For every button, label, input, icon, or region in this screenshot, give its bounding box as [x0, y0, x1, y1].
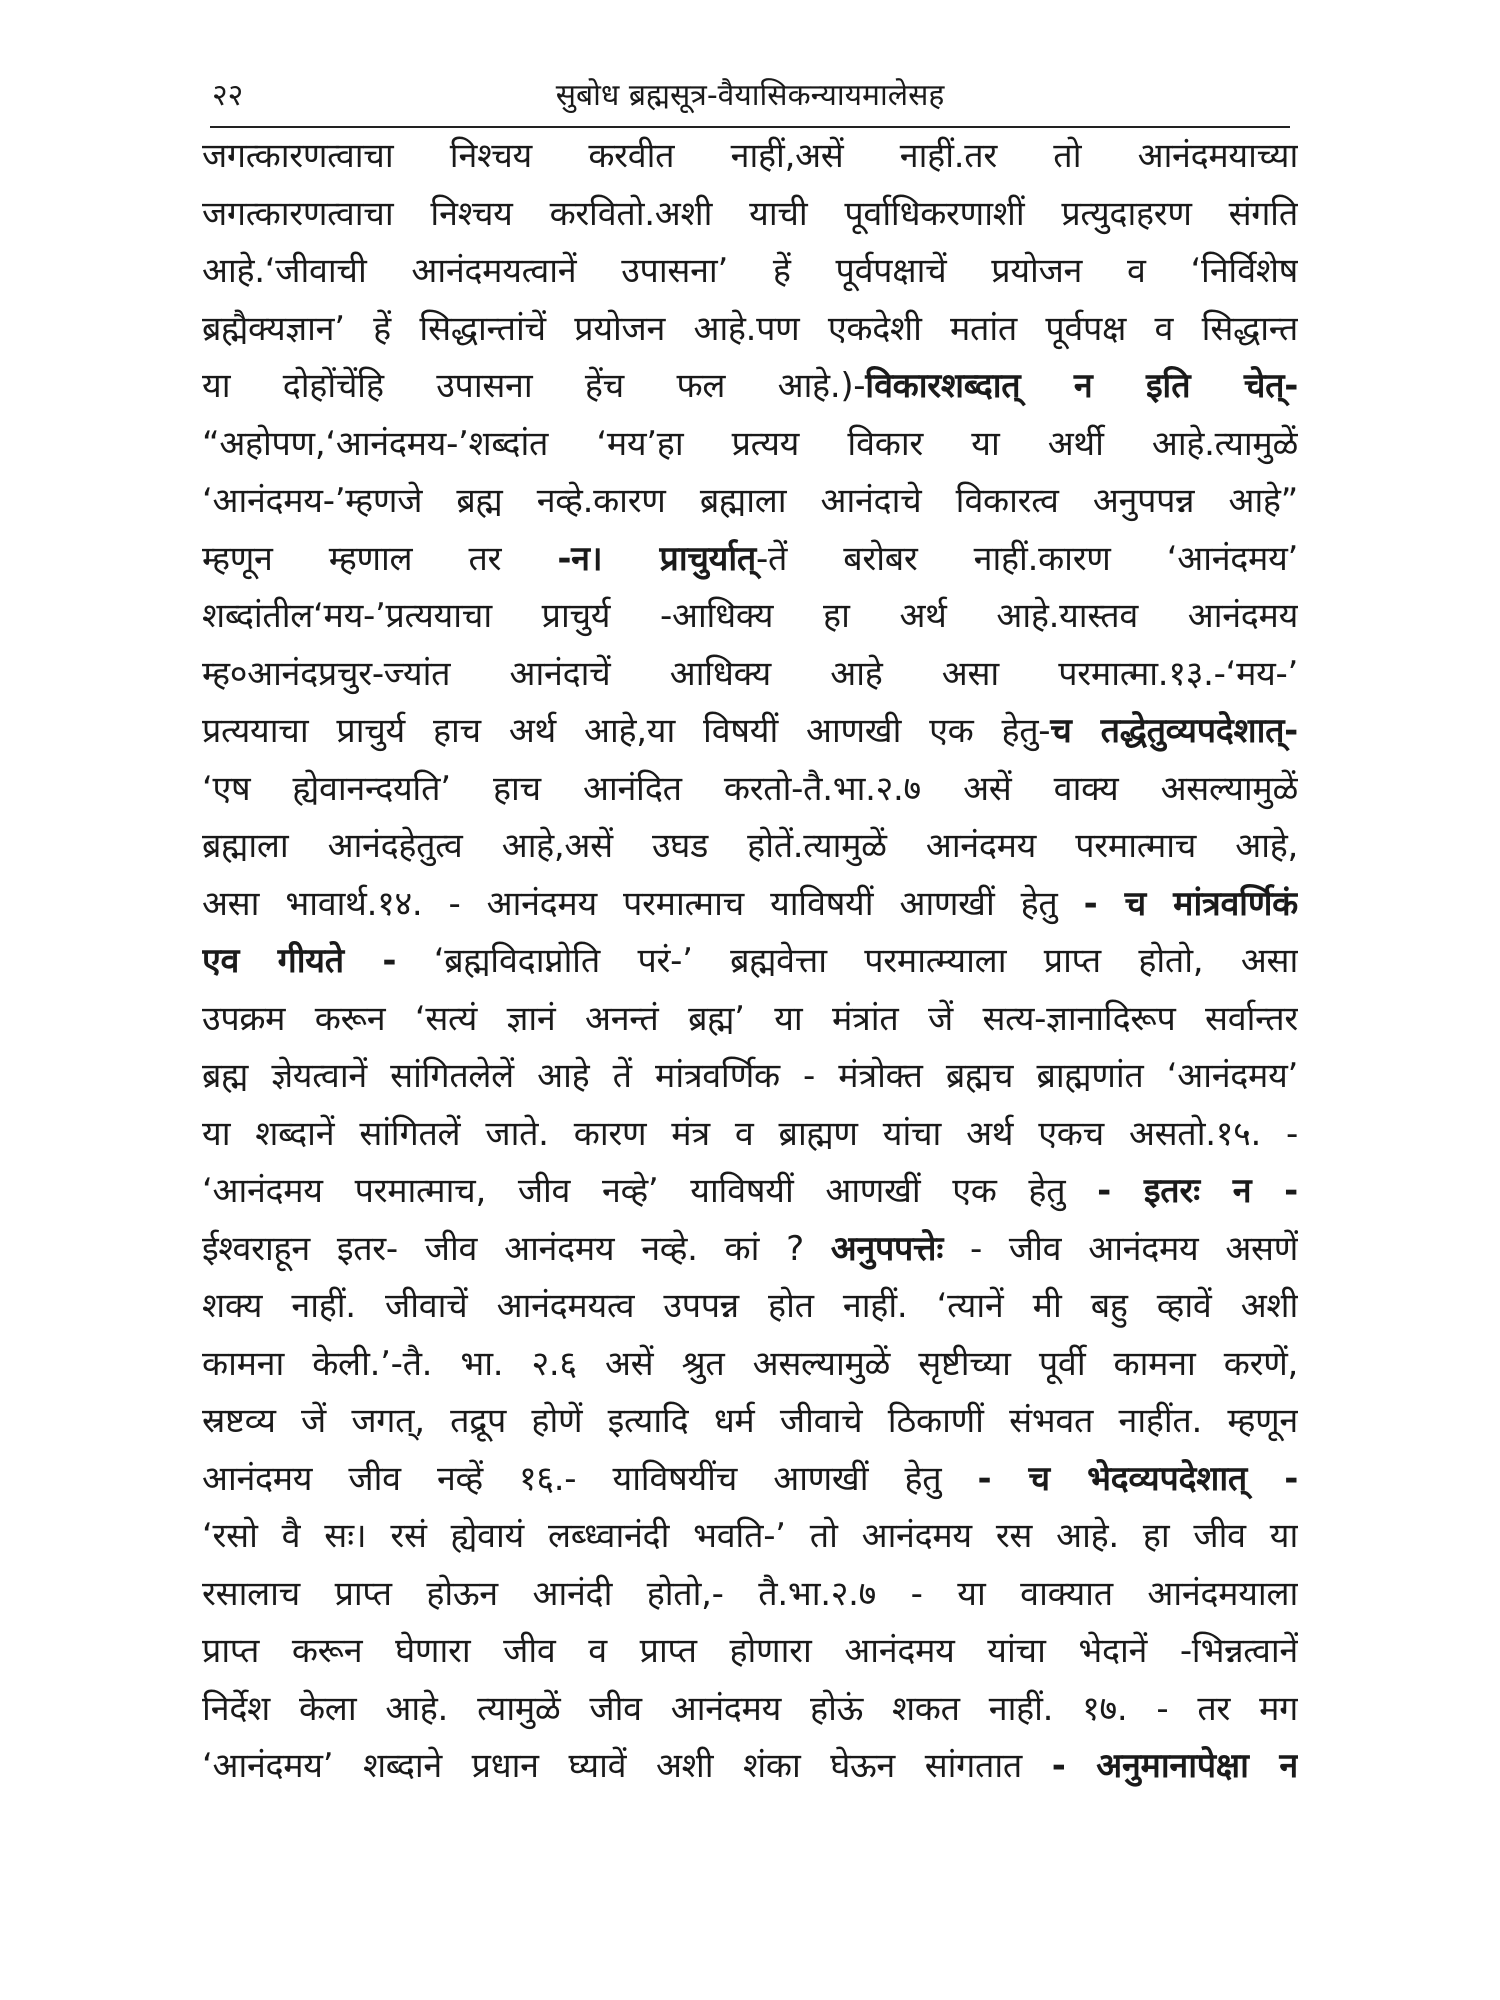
text-segment: या दोहोंचेंहि उपासना हेंच फल आहे.)- [202, 366, 866, 406]
text-segment: म्ह०आनंदप्रचुर-ज्यांत आनंदाचें आधिक्य आहे असा परमात्मा.१३.-‘मय-’ [202, 653, 1298, 694]
text-line [202, 243, 1298, 301]
text-segment: ‘रसो वै सः। रसं ह्येवायं लब्ध्वानंदी भवति-’ तो आनंदमय रस आहे. हा जीव या [202, 1516, 1298, 1556]
text-line [202, 1048, 1298, 1106]
bold-term: एव गीयते - [202, 941, 397, 981]
text-line [202, 1451, 1298, 1509]
text-segment: प्राप्त करून घेणारा जीव व प्राप्त होणारा आनंदमय यांचा भेदानें -भिन्नत्वानें [202, 1631, 1298, 1671]
text-segment: ईश्वराहून इतर- जीव आनंदमय नव्हे. कां ? [202, 1228, 831, 1269]
text-line [202, 646, 1298, 704]
text-segment: शब्दांतील‘मय-’प्रत्ययाचा प्राचुर्य -आधिक्य हा अर्थ आहे.यास्तव आनंदमय [202, 596, 1298, 636]
bold-term: च तद्धेतुव्यपदेशात्- [1050, 711, 1298, 751]
text-line [202, 473, 1298, 531]
text-segment: ब्रह्मैक्यज्ञान’ हें सिद्धान्तांचें प्रयोजन आहे.पण एकदेशी मतांत पूर्वपक्ष व सिद्धान्त [202, 308, 1298, 349]
text-line [202, 1681, 1298, 1739]
text-segment: ‘आनंदमय-’म्हणजे ब्रह्म नव्हे.कारण ब्रह्माला आनंदाचे विकारत्व अनुपपन्न आहे” [202, 481, 1298, 521]
text-segment: ‘एष ह्येवानन्दयति’ हाच आनंदित करतो-तै.भा.२.७ असें वाक्य असल्यामुळें [202, 768, 1298, 809]
text-line [202, 1508, 1298, 1566]
text-line [202, 1393, 1298, 1451]
text-line [202, 1623, 1298, 1681]
text-line [202, 186, 1298, 244]
bold-term: - इतरः न - [1097, 1171, 1298, 1211]
text-line [202, 761, 1298, 819]
text-segment: म्हणून म्हणाल तर [202, 538, 558, 579]
text-line [202, 128, 1298, 186]
text-segment: -तें बरोबर नाहीं.कारण ‘आनंदमय’ [755, 538, 1298, 579]
text-segment: या शब्दानें सांगितलें जाते. कारण मंत्र व ब्राह्मण यांचा अर्थ एकच असतो.१५. - [202, 1113, 1298, 1154]
bold-term: अनुपपत्तेः [830, 1228, 944, 1269]
text-segment: जगत्कारणत्वाचा निश्चय करवीत नाहीं,असें नाहीं.तर तो आनंदमयाच्या [202, 136, 1298, 176]
page-header [210, 70, 1290, 128]
text-line [202, 1221, 1298, 1279]
text-segment: ‘ब्रह्मविदाप्नोति परं-’ ब्रह्मवेत्ता परमात्म्याला प्राप्त होतो, असा [396, 941, 1298, 981]
text-segment: जगत्कारणत्वाचा निश्चय करवितो.अशी याची पूर्वाधिकरणाशीं प्रत्युदाहरण संगति [202, 193, 1298, 234]
bold-term: - च मांत्रवर्णिकं [1083, 883, 1298, 924]
running-title: सुबोध ब्रह्मसूत्र-वैयासिकन्यायमालेसह [555, 78, 945, 113]
text-line [202, 1106, 1298, 1164]
text-segment: ‘आनंदमय’ शब्दाने प्रधान घ्यावें अशी शंका घेऊन सांगतात [202, 1746, 1052, 1786]
text-line [202, 818, 1298, 876]
text-line [202, 933, 1298, 991]
text-segment: आहे.‘जीवाची आनंदमयत्वानें उपासना’ हें पूर्वपक्षाचें प्रयोजन व ‘निर्विशेष [202, 251, 1298, 291]
text-line [202, 1163, 1298, 1221]
text-segment: रसालाच प्राप्त होऊन आनंदी होतो,- तै.भा.२.७ - या वाक्यात आनंदमयाला [202, 1573, 1298, 1614]
text-segment: ‘आनंदमय परमात्माच, जीव नव्हे’ याविषयीं आणखीं एक हेतु [202, 1171, 1098, 1211]
text-line [202, 1278, 1298, 1336]
text-segment: असा भावार्थ.१४. - आनंदमय परमात्माच याविषयीं आणखीं हेतु [202, 883, 1084, 924]
text-line [202, 301, 1298, 359]
text-line [202, 531, 1298, 589]
text-segment: ब्रह्माला आनंदहेतुत्व आहे,असें उघड होतें.त्यामुळें आनंदमय परमात्माच आहे, [202, 826, 1298, 866]
text-line [202, 991, 1298, 1049]
text-line [202, 588, 1298, 646]
text-segment: प्रत्ययाचा प्राचुर्य हाच अर्थ आहे,या विषयीं आणखी एक हेतु- [202, 711, 1051, 751]
text-segment: ब्रह्म ज्ञेयत्वानें सांगितलेलें आहे तें मांत्रवर्णिक - मंत्रोक्त ब्रह्मच ब्राह्मणांत ‘आनंदमय’ [202, 1056, 1298, 1096]
text-line [202, 358, 1298, 416]
text-segment: कामना केली.’-तै. भा. २.६ असें श्रुत असल्यामुळें सृष्टीच्या पूर्वी कामना करणें, [202, 1343, 1298, 1384]
bold-term: -न। प्राचुर्यात् [557, 538, 756, 579]
page-number: २२ [212, 78, 244, 113]
text-segment: - जीव आनंदमय असणें [943, 1228, 1298, 1269]
text-line [202, 1336, 1298, 1394]
text-segment: आनंदमय जीव नव्हें १६.- याविषयींच आणखीं हेतु [202, 1458, 978, 1499]
text-line [202, 876, 1298, 934]
bold-term: - च भेदव्यपदेशात् - [977, 1458, 1298, 1499]
text-segment: निर्देश केला आहे. त्यामुळें जीव आनंदमय होऊं शकत नाहीं. १७. - तर मग [202, 1688, 1298, 1729]
text-line [202, 416, 1298, 474]
text-line [202, 1738, 1298, 1796]
text-segment: “अहोपण,‘आनंदमय-’शब्दांत ‘मय’हा प्रत्यय विकार या अर्थी आहे.त्यामुळें [202, 423, 1298, 464]
text-line [202, 1566, 1298, 1624]
text-line [202, 703, 1298, 761]
bold-term: - अनुमानापेक्षा न [1051, 1746, 1298, 1786]
bold-term: विकारशब्दात् न इति चेत्- [865, 366, 1298, 406]
text-segment: स्रष्टव्य जें जगत्, तद्रूप होणें इत्यादि धर्म जीवाचे ठिकाणीं संभवत नाहींत. म्हणून [202, 1401, 1298, 1441]
text-segment: उपक्रम करून ‘सत्यं ज्ञानं अनन्तं ब्रह्म’ या मंत्रांत जें सत्य-ज्ञानादिरूप सर्वान्तर [202, 998, 1298, 1039]
body-text [202, 128, 1298, 1796]
text-segment: शक्य नाहीं. जीवाचें आनंदमयत्व उपपन्न होत नाहीं. ‘त्यानें मी बहु व्हावें अशी [202, 1286, 1298, 1326]
